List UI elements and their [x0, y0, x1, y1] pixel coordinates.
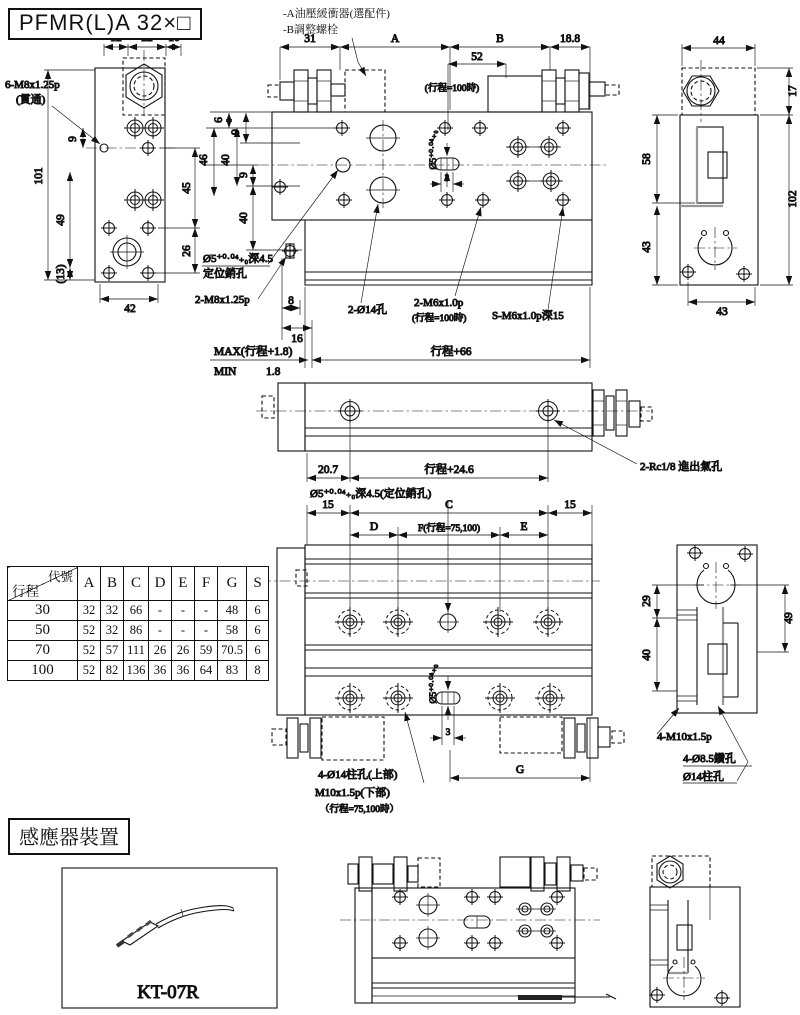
- side-view: [256, 383, 722, 482]
- bottom-view: [260, 486, 624, 815]
- callout-air-port: 2-Rc1/8 進出氣孔: [640, 461, 723, 473]
- sensor-side-view: [649, 856, 740, 1007]
- callout-cbore-lower: M10x1.5p(下部): [315, 787, 390, 799]
- table-row: 100 52 82 136 36 36 64 83 8: [8, 661, 269, 681]
- dim-max: MAX(行程+1.8): [214, 346, 293, 358]
- table-corner-cell: [8, 567, 78, 601]
- dim-6: 6: [213, 117, 225, 123]
- sensor-installed: [518, 995, 562, 1000]
- dim-9-left: 9: [67, 136, 79, 142]
- dim-49: 49: [55, 214, 67, 226]
- dim-44: 44: [713, 35, 725, 47]
- sensor-section-title: 感應器裝置: [8, 818, 130, 855]
- dim-C: C: [445, 499, 453, 511]
- callout-6m8-sub: (貫通): [16, 94, 46, 106]
- label-slot-dia-top: Ø5⁺⁰·⁰⁴₊₀: [429, 130, 439, 170]
- callout-adjust-bolt: -B調整螺栓: [283, 24, 338, 36]
- callout-shock-absorber: -A油壓緩衝器(選配件): [283, 8, 390, 20]
- table-header-row: 代號 行程 A B C D E F G S: [8, 567, 269, 601]
- dim-min-value: 1.8: [266, 366, 281, 378]
- dimension-table: [7, 566, 269, 681]
- left-end-view: [5, 32, 200, 315]
- sensor-model-label: KT-07R: [137, 982, 199, 1003]
- callout-cbore-upper: 4-Ø14柱孔(上部): [318, 769, 398, 781]
- dim-8: 8: [288, 295, 294, 307]
- dim-26: 26: [181, 245, 193, 257]
- dim-13: (13): [55, 264, 67, 284]
- callout-6m8: 6-M8x1.25p: [5, 79, 60, 91]
- dim-40b: 40: [238, 212, 250, 224]
- dim-43-bottom: 43: [716, 306, 728, 318]
- dim-43-left: 43: [641, 241, 653, 253]
- table-row: 30 32 32 66 - - - 48 6: [8, 601, 269, 621]
- dim-3-top: 3: [444, 174, 450, 184]
- dim-42: 42: [124, 303, 136, 315]
- callout-cbore-note: （行程=75,100時）: [320, 805, 399, 815]
- right-end-view: [641, 35, 799, 318]
- corner-code-label: 代號: [47, 570, 73, 584]
- dim-15-left: 15: [322, 499, 334, 511]
- dim-101: 101: [33, 167, 45, 185]
- dim-F: F(行程=75,100): [417, 524, 481, 534]
- table-row: 50 52 32 86 - - - 58 6: [8, 621, 269, 641]
- dim-45: 45: [181, 182, 193, 194]
- callout-2d14: 2-Ø14孔: [348, 304, 388, 316]
- dim-B: B: [496, 33, 504, 45]
- callout-sm6: S-M6x1.0p深15: [492, 310, 564, 322]
- dim-9a: 9: [230, 129, 242, 135]
- callout-pin-hole-2: 定位銷孔: [203, 268, 247, 280]
- table-row: 70 52 57 111 26 26 59 70.5 6: [8, 641, 269, 661]
- dim-3-bottom: 3: [445, 728, 451, 738]
- callout-2m8: 2-M8x1.25p: [195, 294, 250, 306]
- right-end-view-bottom: [641, 545, 795, 783]
- dim-15-right: 15: [564, 499, 576, 511]
- dim-18-8: 18.8: [559, 33, 581, 45]
- dim-D: D: [369, 521, 379, 533]
- drawing-title: PFMR(L)A 32×□: [8, 8, 202, 40]
- sensor-example-box: [62, 868, 277, 1008]
- dim-20-7: 20.7: [317, 464, 339, 476]
- dim-52: 52: [471, 51, 483, 63]
- dim-40a: 40: [220, 154, 232, 166]
- callout-pin-hole-1: Ø5⁺⁰·⁰⁴₊₀深4.5: [203, 253, 273, 265]
- dim-A: A: [390, 33, 400, 45]
- dim-46: 46: [198, 154, 210, 166]
- callout-2m6: 2-M6x1.0p: [414, 297, 464, 309]
- callout-d14-cbore: Ø14柱孔: [683, 771, 724, 783]
- dim-16: 16: [291, 333, 303, 345]
- callout-4d85: 4-Ø8.5鑽孔: [683, 753, 736, 765]
- callout-2m6-sub: (行程=100時): [412, 314, 467, 324]
- main-top-view: [195, 33, 619, 378]
- dim-17: 17: [787, 85, 799, 97]
- dim-G: G: [515, 764, 525, 776]
- dim-58: 58: [641, 153, 653, 165]
- dim-9b: 9: [238, 172, 250, 178]
- dim-40: 40: [641, 649, 653, 661]
- dim-stroke-66: 行程+66: [430, 346, 472, 358]
- label-slot-dia-bottom: Ø5⁺⁰·⁰⁴₊₀: [429, 664, 439, 704]
- dim-min: MIN: [214, 366, 237, 378]
- shock-absorber-callouts: [283, 6, 390, 76]
- dim-stroke-24-6: 行程+24.6: [424, 464, 474, 476]
- dim-102: 102: [787, 190, 799, 208]
- dim-52-note: (行程=100時): [424, 84, 480, 94]
- dim-E: E: [520, 521, 528, 533]
- callout-4m10: 4-M10x1.5p: [657, 731, 712, 743]
- callout-pin-hole-bottom: Ø5⁺⁰·⁰⁴₊₀深4.5(定位銷孔): [310, 488, 432, 500]
- corner-stroke-label: 行程: [12, 584, 39, 599]
- dim-49: 49: [783, 612, 795, 624]
- dim-31: 31: [304, 33, 316, 45]
- dim-29: 29: [641, 595, 653, 607]
- sensor-front-view: [340, 857, 616, 1003]
